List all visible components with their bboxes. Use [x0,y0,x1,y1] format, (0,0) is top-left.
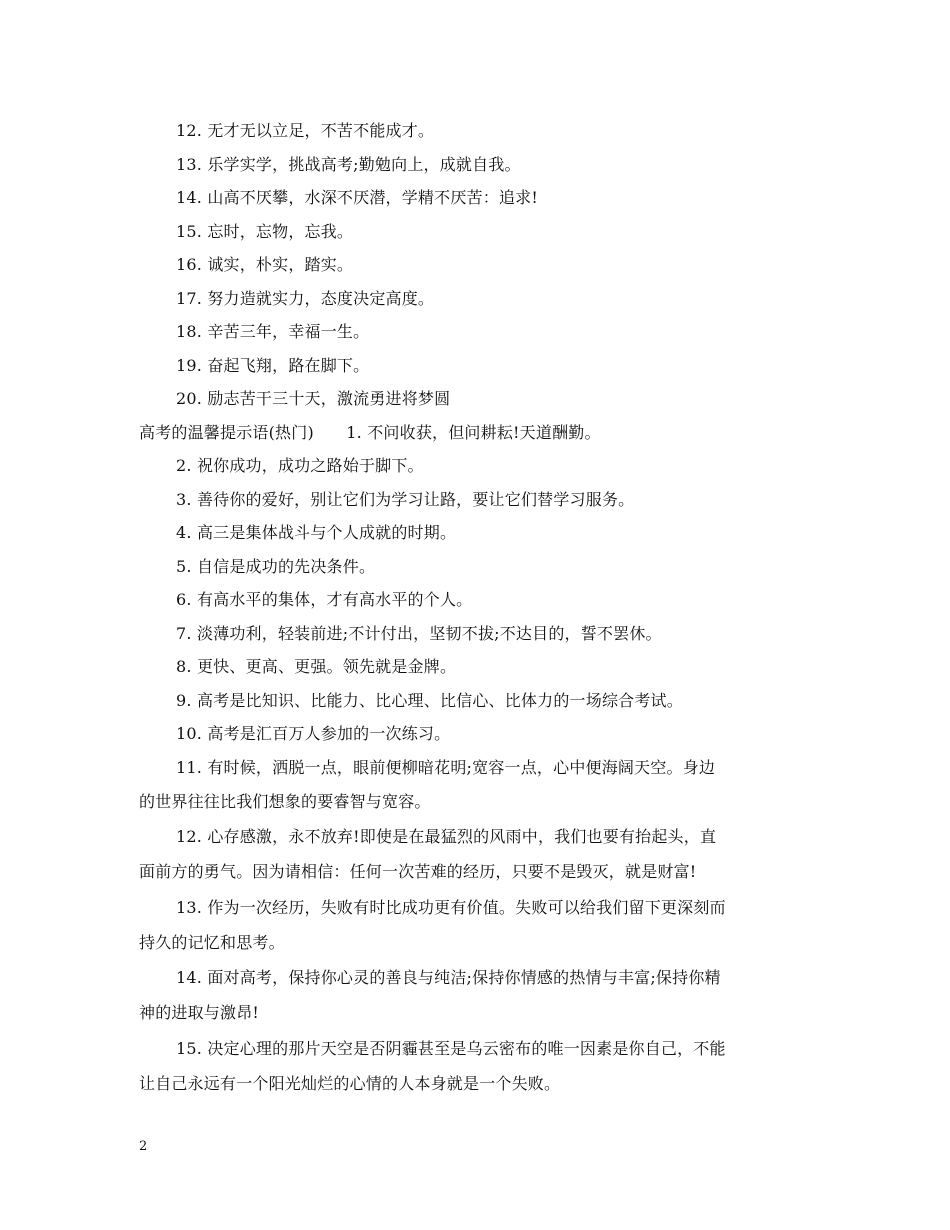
text-line: 11. 有时候，洒脱一点，眼前便柳暗花明;宽容一点，心中便海阔天空。身边 [176,758,716,777]
text-line: 14. 面对高考，保持你心灵的善良与纯洁;保持你情感的热情与丰富;保持你精 [176,968,721,987]
text-line: 20. 励志苦干三十天，激流勇进将梦圆 [176,389,451,408]
text-line: 19. 奋起飞翔，路在脚下。 [176,356,370,375]
text-line: 10. 高考是汇百万人参加的一次练习。 [176,724,451,743]
text-line: 12. 心存感激，永不放弃!即使是在最猛烈的风雨中，我们也要有抬起头，直 [176,827,717,846]
text-line: 让自己永远有一个阳光灿烂的心情的人本身就是一个失败。 [139,1074,561,1093]
text-line: 18. 辛苦三年，幸福一生。 [176,322,370,341]
text-line: 8. 更快、更高、更强。领先就是金牌。 [176,657,457,676]
text-line: 2. 祝你成功，成功之路始于脚下。 [176,456,424,475]
text-line: 15. 忘时，忘物，忘我。 [176,222,354,241]
text-line: 持久的记忆和思考。 [139,933,285,952]
text-line: 4. 高三是集体战斗与个人成就的时期。 [176,523,457,542]
section-heading-line: 高考的温馨提示语(热门) 1. 不问收获，但问耕耘!天道酬勤。 [139,423,601,442]
text-line: 9. 高考是比知识、比能力、比心理、比信心、比体力的一场综合考试。 [176,691,683,710]
text-line: 15. 决定心理的那片天空是否阴霾甚至是乌云密布的唯一因素是你自己，不能 [176,1039,726,1058]
text-line: 6. 有高水平的集体，才有高水平的个人。 [176,590,473,609]
text-line: 7. 淡薄功利，轻装前进;不计付出，坚韧不拔;不达目的，誓不罢休。 [176,624,662,643]
page-number: 2 [139,1139,148,1154]
text-line: 17. 努力造就实力，态度决定高度。 [176,289,435,308]
text-line: 神的进取与激昂! [139,1003,260,1022]
text-line: 5. 自信是成功的先决条件。 [176,557,376,576]
text-line: 16. 诚实，朴实，踏实。 [176,255,354,274]
text-line: 13. 乐学实学，挑战高考;勤勉向上，成就自我。 [176,155,521,174]
text-line: 13. 作为一次经历，失败有时比成功更有价值。失败可以给我们留下更深刻而 [176,898,726,917]
text-line: 的世界往往比我们想象的要睿智与宽容。 [139,792,431,811]
text-line: 12. 无才无以立足，不苦不能成才。 [176,121,435,140]
text-line: 14. 山高不厌攀，水深不厌潜，学精不厌苦：追求! [176,188,538,207]
text-line: 面前方的勇气。因为请相信：任何一次苦难的经历，只要不是毁灭，就是财富! [139,862,697,881]
text-line: 3. 善待你的爱好，别让它们为学习让路，要让它们替学习服务。 [176,490,635,509]
